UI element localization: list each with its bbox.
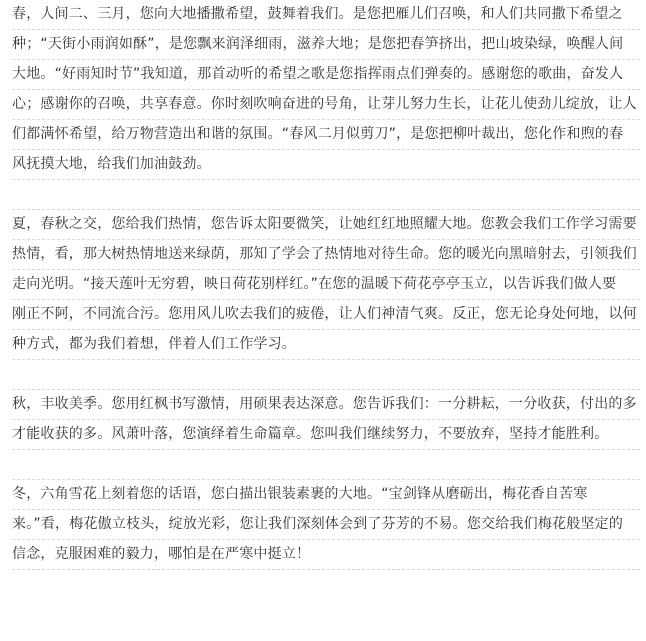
text-line: 热情，看，那大树热情地送来绿荫，那知了学会了热情地对待生命。您的暖光向黑暗射去，引领我们	[12, 240, 640, 270]
text-line: 刚正不阿，不同流合污。您用风儿吹去我们的疲倦，让人们神清气爽。反正，您无论身处何地，以何	[12, 300, 640, 330]
text-line: 信念，克服困难的毅力，哪怕是在严寒中挺立！	[12, 540, 640, 570]
text-line: 夏，春秋之交，您给我们热情，您告诉太阳要微笑，让她红红地照耀大地。您教会我们工作学习需要	[12, 210, 640, 240]
text-line: 大地。“好雨知时节”我知道，那首动听的希望之歌是您指挥雨点们弹奏的。感谢您的歌曲，奋发人	[12, 60, 640, 90]
text-line: 走向光明。“接天莲叶无穷碧，映日荷花别样红。”在您的温暖下荷花亭亭玉立，以告诉我们做人要	[12, 270, 640, 300]
text-line: 种；“天街小雨润如酥”，是您飘来润泽细雨，滋养大地；是您把春笋挤出，把山坡染绿，唤醒人间	[12, 30, 640, 60]
text-line: 冬，六角雪花上刻着您的话语，您白描出银装素裹的大地。“宝剑锋从磨砺出，梅花香自苦寒	[12, 480, 640, 510]
text-line: 来。”看，梅花傲立枝头，绽放光彩，您让我们深刻体会到了芬芳的不易。您交给我们梅花般坚定的	[12, 510, 640, 540]
text-line: 春，人间二、三月，您向大地播撒希望，鼓舞着我们。是您把雁儿们召唤，和人们共同撒下希望之	[12, 0, 640, 30]
text-line: 种方式，都为我们着想，伴着人们工作学习。	[12, 330, 640, 360]
paragraph-spacer	[12, 450, 640, 480]
paragraph-autumn	[12, 390, 640, 450]
text-line: 秋，丰收美季。您用红枫书写激情，用硕果表达深意。您告诉我们：一分耕耘，一分收获，付出的多	[12, 390, 640, 420]
paragraph-spacer	[12, 180, 640, 210]
text-line: 们都满怀希望，给万物营造出和谐的氛围。“春风二月似剪刀”，是您把柳叶裁出，您化作和煦的春	[12, 120, 640, 150]
text-line: 心；感谢你的召唤，共享春意。你时刻吹响奋进的号角，让芽儿努力生长，让花儿使劲儿绽放，让人	[12, 90, 640, 120]
paragraph-summer	[12, 210, 640, 360]
paragraph-spacer	[12, 360, 640, 390]
paragraph-winter	[12, 480, 640, 570]
paragraph-spring	[12, 0, 640, 180]
text-line: 才能收获的多。风萧叶落，您演绎着生命篇章。您叫我们继续努力，不要放弃，坚持才能胜利。	[12, 420, 640, 450]
text-line: 风抚摸大地，给我们加油鼓劲。	[12, 150, 640, 180]
